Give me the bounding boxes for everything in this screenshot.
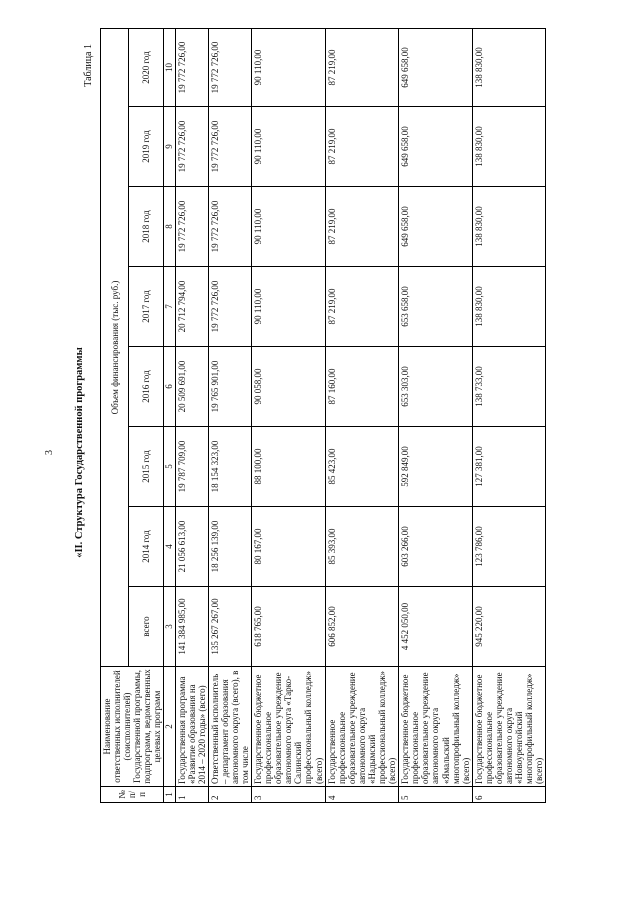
header-funding: Объем финансирования (тыс. руб.) (101, 29, 129, 667)
row-value: 141 384 985,00 (175, 587, 208, 667)
row-value: 19 772 726,00 (208, 29, 251, 107)
row-value: 606 852,00 (325, 587, 399, 667)
row-value: 21 056 613,00 (175, 507, 208, 587)
header-year: 2020 год (129, 29, 164, 107)
table-row (175, 29, 208, 803)
row-value: 90 110,00 (252, 187, 326, 267)
row-value: 87 160,00 (325, 347, 399, 427)
row-value: 90 110,00 (252, 267, 326, 347)
header-no: № п/п (101, 787, 164, 803)
row-value: 945 220,00 (472, 587, 546, 667)
column-number: 8 (164, 187, 175, 267)
header-name: Наименование ответственных исполнителей (соисполнителей) Государственной программы, подпрограмм, ведомственных целевых программ (101, 667, 164, 787)
row-value: 649 658,00 (399, 107, 473, 187)
row-value: 653 658,00 (399, 267, 473, 347)
page-title: «II. Структура Государственной программы (74, 347, 85, 558)
column-number: 6 (164, 347, 175, 427)
row-name: Государственное бюджетное профессиональное образовательное учреждение автономного округа «Ямальский многопрофильный колледж» (всего) (399, 667, 473, 787)
row-value: 85 423,00 (325, 427, 399, 507)
row-number: 2 (208, 787, 251, 803)
row-value: 90 058,00 (252, 347, 326, 427)
row-value: 653 303,00 (399, 347, 473, 427)
row-value: 80 167,00 (252, 507, 326, 587)
row-value: 87 219,00 (325, 267, 399, 347)
header-row-1 (101, 29, 129, 803)
row-value: 127 381,00 (472, 427, 546, 507)
row-value: 138 830,00 (472, 187, 546, 267)
row-value: 138 830,00 (472, 107, 546, 187)
table-row (399, 29, 473, 803)
row-value: 87 219,00 (325, 187, 399, 267)
row-value: 592 849,00 (399, 427, 473, 507)
column-number-row (164, 29, 175, 803)
row-name: Ответственный исполнитель – департамент образования автономного округа (всего), в том числе (208, 667, 251, 787)
table-label: Таблица 1 (83, 44, 94, 87)
row-value: 19 772 726,00 (175, 29, 208, 107)
row-value: 87 219,00 (325, 29, 399, 107)
header-year: 2016 год (129, 347, 164, 427)
row-value: 18 256 139,00 (208, 507, 251, 587)
row-value: 4 452 050,00 (399, 587, 473, 667)
column-number: 2 (164, 667, 175, 787)
row-name: Государственное профессиональное образовательное учреждение автономного округа «Надымский профессиональный колледж» (всего) (325, 667, 399, 787)
row-name: Государственная программа «Развитие образования на 2014 – 2020 годы» (всего) (175, 667, 208, 787)
row-value: 138 733,00 (472, 347, 546, 427)
header-total: всего (129, 587, 164, 667)
row-value: 135 267 267,00 (208, 587, 251, 667)
row-value: 88 100,00 (252, 427, 326, 507)
row-number: 6 (472, 787, 546, 803)
row-value: 123 786,00 (472, 507, 546, 587)
table-row (325, 29, 399, 803)
row-value: 20 509 691,00 (175, 347, 208, 427)
header-year: 2015 год (129, 427, 164, 507)
row-name: Государственное бюджетное профессиональное образовательное учреждение автономного округа «Тарко-Салинский профессиональный колледж» (всего) (252, 667, 326, 787)
row-value: 19 787 709,00 (175, 427, 208, 507)
column-number: 10 (164, 29, 175, 107)
column-number: 3 (164, 587, 175, 667)
header-year: 2014 год (129, 507, 164, 587)
row-name: Государственное бюджетное профессиональное образовательное учреждение автономного округа «Новоуренгойский многопрофильный колледж» (всего) (472, 667, 546, 787)
row-value: 138 830,00 (472, 267, 546, 347)
row-value: 603 266,00 (399, 507, 473, 587)
row-value: 87 219,00 (325, 107, 399, 187)
row-value: 19 772 726,00 (208, 187, 251, 267)
header-year: 2017 год (129, 267, 164, 347)
row-value: 90 110,00 (252, 29, 326, 107)
row-value: 19 772 726,00 (175, 187, 208, 267)
row-value: 19 772 726,00 (208, 107, 251, 187)
column-number: 9 (164, 107, 175, 187)
column-number: 5 (164, 427, 175, 507)
header-year: 2018 год (129, 187, 164, 267)
page-number: 3 (44, 450, 55, 455)
row-value: 19 772 726,00 (175, 107, 208, 187)
row-number: 5 (399, 787, 473, 803)
header-year: 2019 год (129, 107, 164, 187)
funding-table (100, 28, 546, 803)
row-value: 138 830,00 (472, 29, 546, 107)
row-value: 90 110,00 (252, 107, 326, 187)
row-value: 618 765,00 (252, 587, 326, 667)
row-value: 20 712 794,00 (175, 267, 208, 347)
row-value: 649 658,00 (399, 29, 473, 107)
table-row (252, 29, 326, 803)
row-number: 3 (252, 787, 326, 803)
column-number: 7 (164, 267, 175, 347)
column-number: 1 (164, 787, 175, 803)
row-value: 19 772 726,00 (208, 267, 251, 347)
table-row (472, 29, 546, 803)
column-number: 4 (164, 507, 175, 587)
row-value: 18 154 323,00 (208, 427, 251, 507)
row-number: 4 (325, 787, 399, 803)
row-value: 649 658,00 (399, 187, 473, 267)
table-row (208, 29, 251, 803)
row-value: 85 393,00 (325, 507, 399, 587)
row-value: 19 765 901,00 (208, 347, 251, 427)
row-number: 1 (175, 787, 208, 803)
